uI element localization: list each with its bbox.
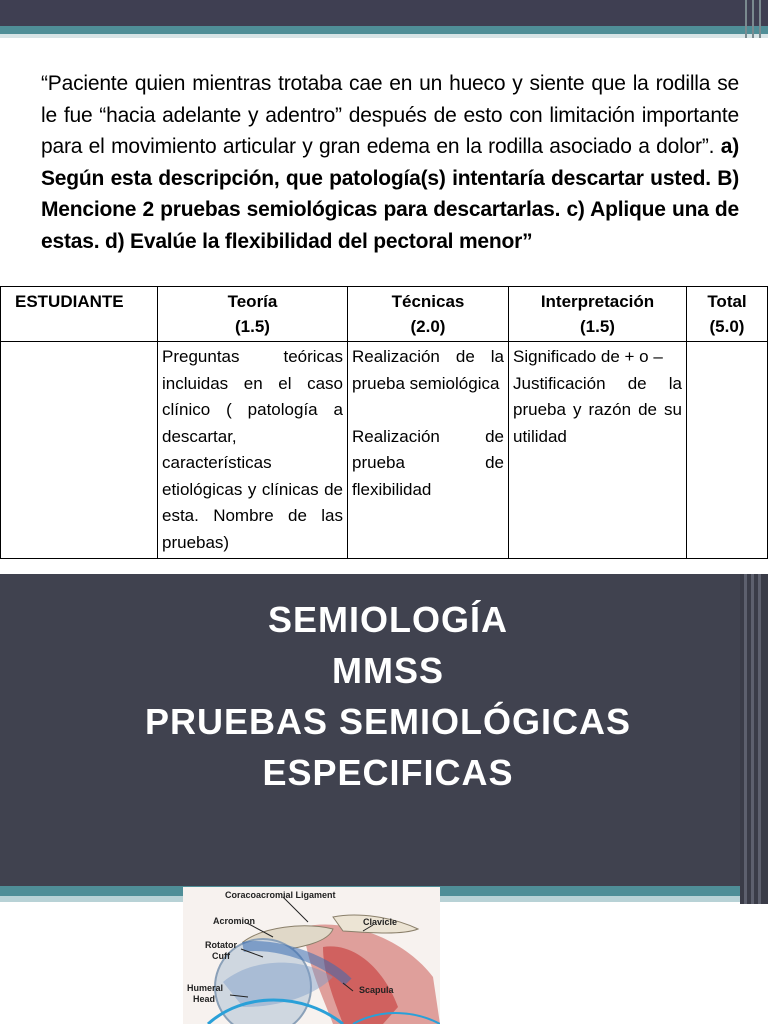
cell-estudiante xyxy=(1,342,158,559)
decor-line xyxy=(752,0,754,38)
label-humeral: Humeral xyxy=(187,983,224,993)
label-head: Head xyxy=(193,994,216,1004)
label-scapula: Scapula xyxy=(359,985,394,995)
case-quote: “Paciente quien mientras trotaba cae en un hueco y siente que la rodilla se le fue “hacia adelante y adentro” después de esto con limitación importante para el movimiento articular y gran edema en la rodilla asociado a dolor”. xyxy=(41,72,739,158)
header-total: Total (5.0) xyxy=(687,287,768,342)
header-interpretacion: Interpretación (1.5) xyxy=(509,287,687,342)
header-tecnicas: Técnicas (2.0) xyxy=(348,287,509,342)
interpretacion-item: Justificación de la prueba y razón de su utilidad xyxy=(513,373,682,446)
slide-title-text xyxy=(0,594,768,798)
grading-rubric-table xyxy=(0,286,768,559)
shoulder-anatomy-illustration xyxy=(183,887,440,1024)
label-cuff: Cuff xyxy=(212,951,230,961)
case-questions: a) Según esta descripción, que patología(s) intentaría descartar usted. B) Mencione 2 pruebas semiológicas para descartarlas. c) Aplique una de estas. d) Evalúe la flexibilidad del pectoral menor” xyxy=(41,135,739,253)
shoulder-anatomy-drawing xyxy=(183,887,440,1024)
slide-corner-decoration xyxy=(740,574,768,904)
label-clavicle: Clavicle xyxy=(363,917,398,927)
label-rotator: Rotator xyxy=(205,940,237,950)
slide-teal-stripe xyxy=(0,26,768,34)
header-teoria: Teoría (1.5) xyxy=(158,287,348,342)
cell-interpretacion xyxy=(509,342,687,559)
cell-teoria: Preguntas teóricas incluidas en el caso clínico ( patología a descartar, características etiológicas y clínicas de esta. Nombre de las pruebas) xyxy=(158,342,348,559)
cell-tecnicas xyxy=(348,342,509,559)
slide-top-bar xyxy=(0,0,768,26)
interpretacion-item: Significado de + o – xyxy=(513,347,663,366)
title-line: MMSS xyxy=(332,650,444,691)
tecnicas-item: Realización de la prueba semiológica xyxy=(352,347,504,393)
title-line: PRUEBAS SEMIOLÓGICAS xyxy=(144,701,632,742)
table-header-row xyxy=(1,287,768,342)
label-acromion: Acromion xyxy=(213,916,256,926)
slide-light-stripe xyxy=(0,34,768,38)
title-line: SEMIOLOGÍA xyxy=(267,599,508,640)
title-line: ESPECIFICAS xyxy=(262,752,514,793)
slide-title xyxy=(0,574,768,1024)
header-estudiante: ESTUDIANTE xyxy=(1,287,158,342)
label-coracoacromial: Coracoacromial Ligament xyxy=(225,890,336,900)
table-row xyxy=(1,342,768,559)
cell-total xyxy=(687,342,768,559)
clinical-case-text xyxy=(41,68,739,257)
decor-line xyxy=(759,0,761,38)
tecnicas-item: Realización de prueba de flexibilidad xyxy=(352,426,504,499)
decor-line xyxy=(745,0,747,38)
